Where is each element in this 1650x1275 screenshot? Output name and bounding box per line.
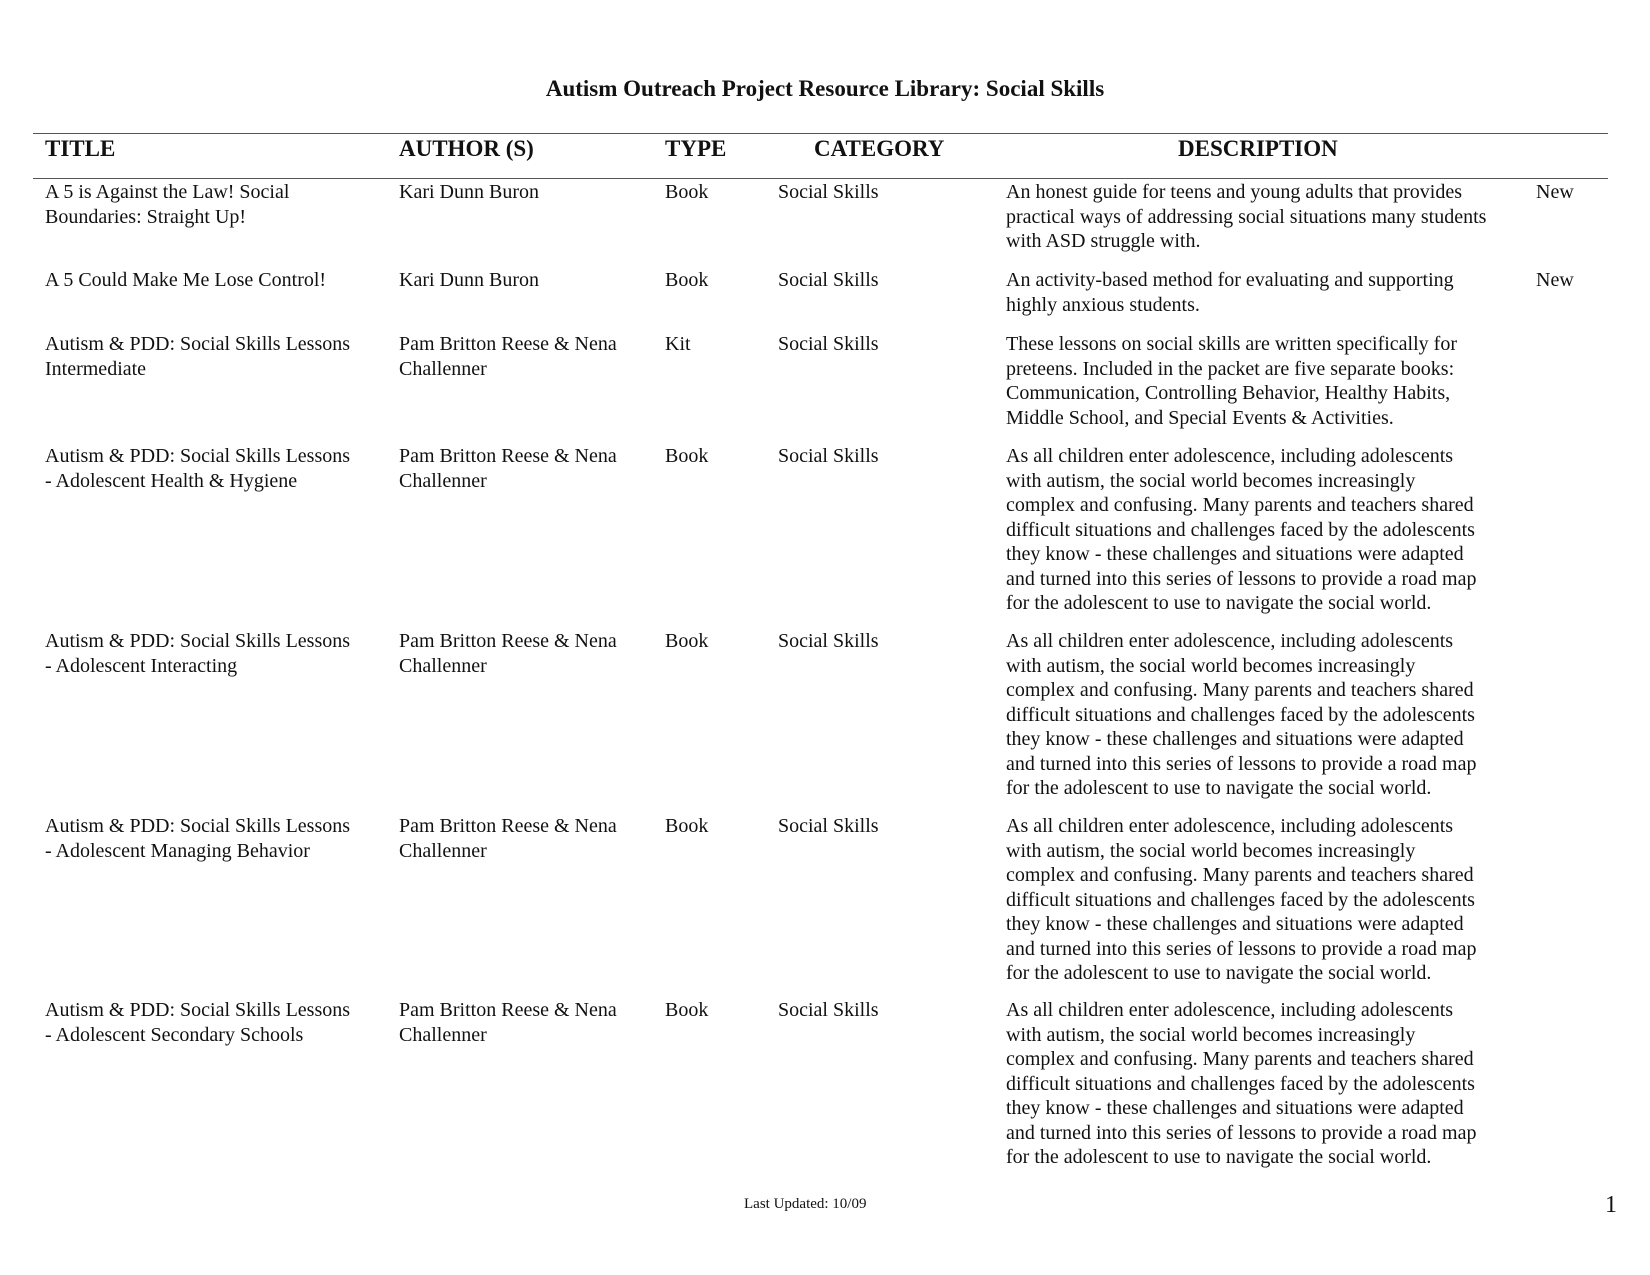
row-title: A 5 Could Make Me Lose Control! [45,269,327,291]
row-category: Social Skills [778,999,879,1021]
row-description: An honest guide for teens and young adults that provides practical ways of addressing social situations many students with ASD struggle with. [1006,181,1487,252]
row-new-flag: New [1536,181,1574,203]
table-header-top-rule [33,133,1608,134]
row-type: Book [665,815,709,837]
row-title: Autism & PDD: Social Skills Lessons Intermediate [45,333,351,380]
row-type: Book [665,181,709,203]
row-author: Kari Dunn Buron [399,269,539,291]
row-author: Pam Britton Reese & Nena Challenner [399,333,617,380]
row-category: Social Skills [778,630,879,652]
column-header-category: CATEGORY [814,136,945,161]
column-header-author: AUTHOR (S) [399,136,534,161]
row-type: Book [665,630,709,652]
row-type: Book [665,269,709,291]
row-title: Autism & PDD: Social Skills Lessons - Adolescent Secondary Schools [45,999,351,1046]
row-type: Kit [665,333,691,355]
row-title: Autism & PDD: Social Skills Lessons - Adolescent Interacting [45,630,351,677]
row-category: Social Skills [778,269,879,291]
column-header-description: DESCRIPTION [1178,136,1338,161]
column-header-title: TITLE [45,136,116,161]
row-category: Social Skills [778,815,879,837]
table-header-bottom-rule [33,178,1608,179]
page-number: 1 [1605,1192,1617,1218]
row-title: Autism & PDD: Social Skills Lessons - Adolescent Health & Hygiene [45,445,351,492]
row-category: Social Skills [778,445,879,467]
row-description: As all children enter adolescence, including adolescents with autism, the social world becomes increasingly complex and confusing. Many parents and teachers shared difficult situations and challenges faced by the adolescents they know - these challenges and situations were adapted and turned into this series of lessons to provide a road map for the adolescent to use to navigate the social world. [1006,445,1477,614]
row-author: Pam Britton Reese & Nena Challenner [399,999,617,1046]
row-category: Social Skills [778,181,879,203]
page-title: Autism Outreach Project Resource Library: Social Skills [545,76,1105,101]
row-description: An activity-based method for evaluating and supporting highly anxious students. [1006,269,1454,316]
row-category: Social Skills [778,333,879,355]
row-title: A 5 is Against the Law! Social Boundaries: Straight Up! [45,181,290,228]
row-title: Autism & PDD: Social Skills Lessons - Adolescent Managing Behavior [45,815,351,862]
row-author: Kari Dunn Buron [399,181,539,203]
row-new-flag: New [1536,269,1574,291]
row-type: Book [665,999,709,1021]
row-description: As all children enter adolescence, including adolescents with autism, the social world becomes increasingly complex and confusing. Many parents and teachers shared difficult situations and challenges faced by the adolescents they know - these challenges and situations were adapted and turned into this series of lessons to provide a road map for the adolescent to use to navigate the social world. [1006,630,1477,799]
row-description: These lessons on social skills are written specifically for preteens. Included in the packet are five separate books: Communication, Controlling Behavior, Healthy Habits, Middle School, and Special Events & Activities. [1006,333,1457,429]
row-author: Pam Britton Reese & Nena Challenner [399,630,617,677]
row-description: As all children enter adolescence, including adolescents with autism, the social world becomes increasingly complex and confusing. Many parents and teachers shared difficult situations and challenges faced by the adolescents they know - these challenges and situations were adapted and turned into this series of lessons to provide a road map for the adolescent to use to navigate the social world. [1006,815,1477,984]
row-description: As all children enter adolescence, including adolescents with autism, the social world becomes increasingly complex and confusing. Many parents and teachers shared difficult situations and challenges faced by the adolescents they know - these challenges and situations were adapted and turned into this series of lessons to provide a road map for the adolescent to use to navigate the social world. [1006,999,1477,1168]
last-updated-footer: Last Updated: 10/09 [744,1196,867,1212]
row-author: Pam Britton Reese & Nena Challenner [399,445,617,492]
column-header-type: TYPE [665,136,727,161]
row-author: Pam Britton Reese & Nena Challenner [399,815,617,862]
row-type: Book [665,445,709,467]
